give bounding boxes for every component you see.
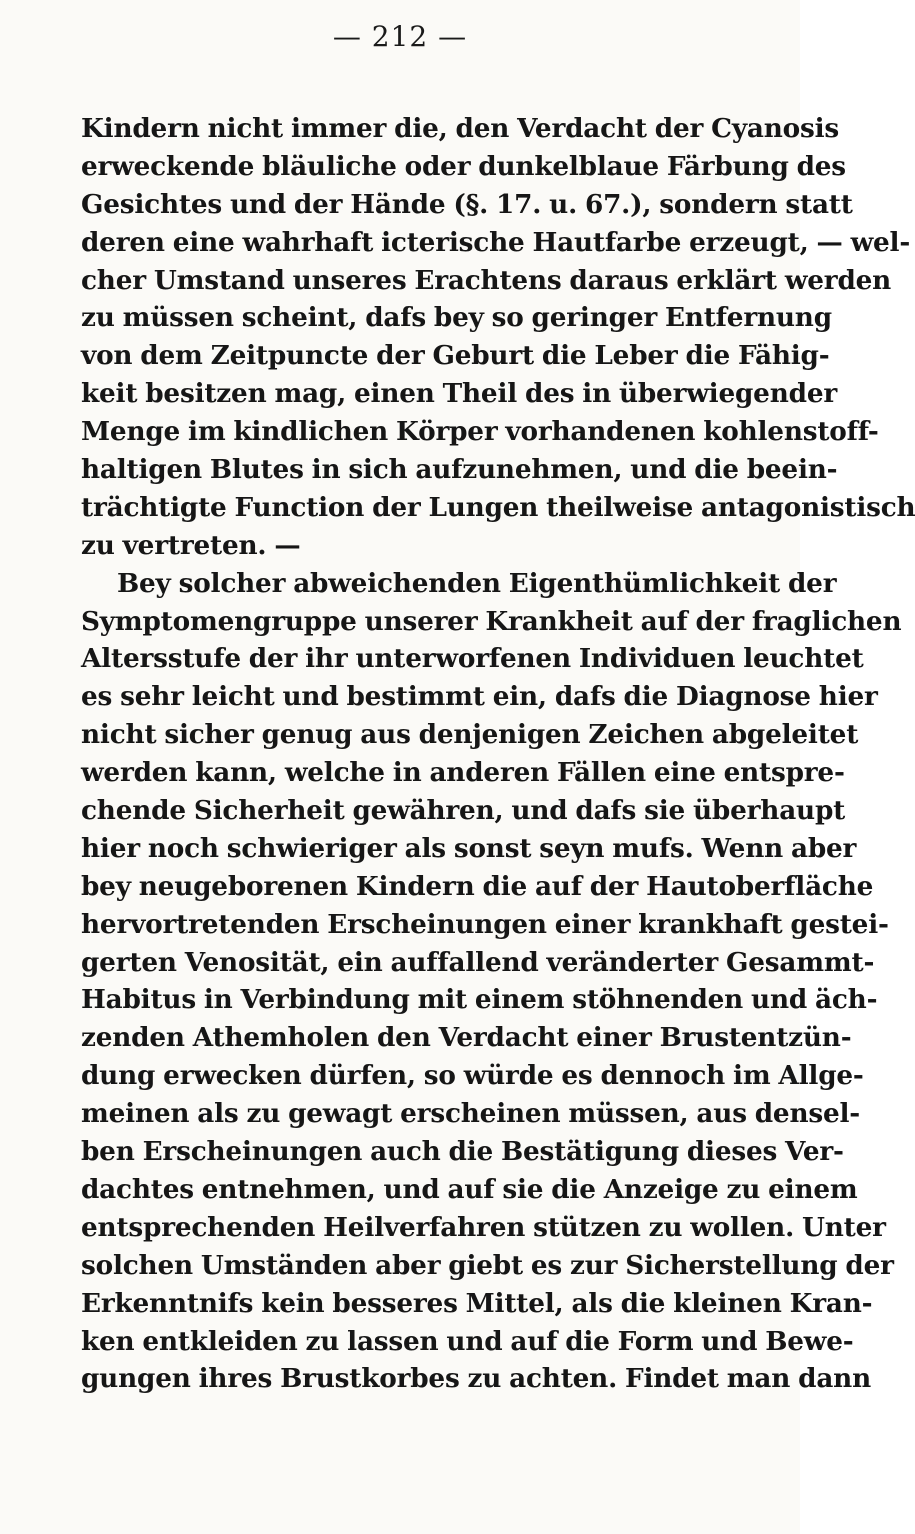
text-line: zenden Athemholen den Verdacht einer Brustentzün- xyxy=(81,1022,852,1054)
text-line: ken entkleiden zu lassen und auf die Form und Bewe- xyxy=(81,1325,854,1357)
text-line: gerten Venosität, ein auffallend veränderter Gesammt- xyxy=(81,946,875,978)
text-line: ben Erscheinungen auch die Bestätigung dieses Ver- xyxy=(81,1136,844,1168)
text-line: chende Sicherheit gewähren, und dafs sie überhaupt xyxy=(81,795,846,827)
text-line: keit besitzen mag, einen Theil des in überwiegender xyxy=(81,378,838,410)
text-line: Symptomengruppe unserer Krankheit auf der fraglichen xyxy=(81,605,902,637)
page-number: — 212 — xyxy=(332,20,468,53)
text-line: cher Umstand unseres Erachtens daraus erklärt werden xyxy=(81,264,892,296)
text-line: haltigen Blutes in sich aufzunehmen, und die beein- xyxy=(81,454,838,486)
text-line: zu vertreten. — xyxy=(81,529,301,561)
text-line: Kindern nicht immer die, den Verdacht der Cyanosis xyxy=(81,113,840,144)
text-line: werden kann, welche in anderen Fällen eine entspre- xyxy=(81,757,845,789)
text-line: deren eine wahrhaft icterische Hautfarbe erzeugt, — wel- xyxy=(81,226,911,258)
body-text xyxy=(81,110,915,1398)
text-line: trächtigte Function der Lungen theilweise antagonistisch xyxy=(81,491,915,523)
text-line: hervortretenden Erscheinungen einer krankhaft gestei- xyxy=(81,908,889,940)
text-line: Erkenntnifs kein besseres Mittel, als die kleinen Kran- xyxy=(81,1287,873,1319)
text-line: solchen Umständen aber giebt es zur Sicherstellung der xyxy=(81,1249,894,1281)
text-line: entsprechenden Heilverfahren stützen zu wollen. Unter xyxy=(81,1211,886,1243)
text-line: Habitus in Verbindung mit einem stöhnenden und äch- xyxy=(81,984,878,1016)
text-line: Gesichtes und der Hände (§. 17. u. 67.), sondern statt xyxy=(81,188,853,220)
text-line: dung erwecken dürfen, so würde es dennoch im Allge- xyxy=(81,1060,864,1092)
text-line: nicht sicher genug aus denjenigen Zeichen abgeleitet xyxy=(81,719,859,751)
text-line: dachtes entnehmen, und auf sie die Anzeige zu einem xyxy=(81,1173,858,1205)
text-line: gungen ihres Brustkorbes zu achten. Findet man dann xyxy=(81,1363,872,1395)
text-line: Bey solcher abweichenden Eigenthümlichkeit der xyxy=(117,567,837,599)
text-line: meinen als zu gewagt erscheinen müssen, aus densel- xyxy=(81,1098,861,1130)
text-line: zu müssen scheint, dafs bey so geringer Entfernung xyxy=(81,302,832,334)
text-line: hier noch schwieriger als sonst seyn mufs. Wenn aber xyxy=(81,832,857,864)
text-line: es sehr leicht und bestimmt ein, dafs die Diagnose hier xyxy=(81,681,878,713)
text-line: Menge im kindlichen Körper vorhandenen kohlenstoff- xyxy=(81,416,879,448)
text-line: Altersstufe der ihr unterworfenen Individuen leuchtet xyxy=(81,643,864,675)
text-line: erweckende bläuliche oder dunkelblaue Färbung des xyxy=(81,150,846,182)
text-line: von dem Zeitpuncte der Geburt die Leber die Fähig- xyxy=(81,340,830,372)
text-line: bey neugeborenen Kindern die auf der Hautoberfläche xyxy=(81,870,874,902)
